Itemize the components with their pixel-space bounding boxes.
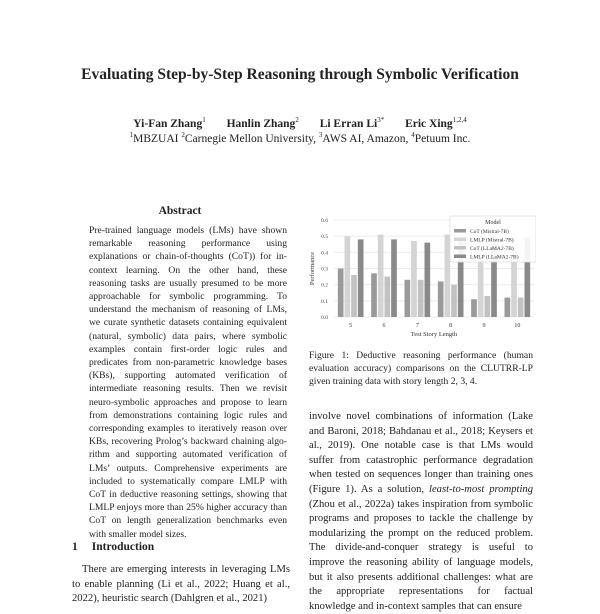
bar [351, 275, 357, 317]
svg-text:0.2: 0.2 [321, 282, 328, 289]
svg-text:LMLP (Mistral-7B): LMLP (Mistral-7B) [470, 237, 514, 244]
bar [445, 235, 451, 317]
bar [451, 285, 457, 317]
author: Hanlin Zhang$^2$ [226, 116, 299, 130]
intro-paragraph: There are emerging interests in leveraging LMs to enable planning (Li et al., 2022; Huang et al., 2022), heuristic search (Dahlgren et al., 2021) [72, 564, 290, 605]
bar [405, 280, 411, 317]
svg-text:0.1: 0.1 [321, 298, 328, 305]
svg-text:0.3: 0.3 [321, 266, 328, 273]
bar [438, 281, 444, 317]
svg-text:9: 9 [482, 323, 486, 329]
svg-text:CoT (LLaMA2-7B): CoT (LLaMA2-7B) [470, 246, 514, 252]
figure-1-bar-chart [304, 212, 536, 340]
bar [385, 277, 391, 317]
abstract-body: Pre-trained language models (LMs) have shown remarkable reasoning performance using explanations or chain-of-thoughts (CoT)) for in-context learning. On the other hand, these reasoning tasks are usually presumed to be more approachable for symbolic programming. To understand the mechanism of reasoning of LMs, we curate synthetic datasets containing equivalent (natural, symbolic) data pairs, where symbolic examples contain first-order logic rules and predicates from non-parametric knowledge bases (KBs), supporting automated verification of intermediate reasoning results. Then we revisit neuro-symbolic approaches and propose to learn from demonstrations containing logic rules and corresponding examples to iteratively reason over KBs, recovering Prolog’s backward chaining algorithm and supporting automated verification of LMs’ outputs. Comprehensive experiments are included to systematically compare LMLP with CoT in deductive reasoning settings, showing that LMLP enjoys more than 25% higher accuracy than CoT on length generalization benchmarks even with smaller model sizes. [89, 225, 287, 540]
bar [425, 243, 431, 317]
svg-text:0.5: 0.5 [321, 234, 328, 241]
svg-text:Test Story Length: Test Story Length [410, 331, 458, 338]
author-list [0, 116, 600, 130]
author: Eric Xing$^{1,2,4}$ [405, 116, 467, 130]
svg-text:CoT (Mistral-7B): CoT (Mistral-7B) [470, 229, 509, 235]
svg-text:Model: Model [485, 220, 501, 226]
bar [485, 296, 491, 317]
bar [345, 236, 351, 317]
svg-text:Performance: Performance [309, 251, 316, 286]
figure-caption: Figure 1: Deductive reasoning performance (human evaluation accuracy) comparisons on the CLUTRR-LP given training data with story length 2, 3, 4. [309, 350, 533, 388]
paper-title: Evaluating Step-by-Step Reasoning through Symbolic Verification [81, 66, 519, 83]
author: Li Erran $Li^{3*}$ [319, 116, 385, 130]
right-column-paragraph: involve novel combinations of information (Lake and Baroni, 2018; Bahdanau et al., 2018; Keysers et al., 2019). One notable case is that LMs would suffer from catastrophic performance degradation when tested on sequences longer than training ones (Figure 1). As a solution, least-to-most prompting (Zhou et al., 2022a) takes inspiration from symbolic programs and proposes to tackle the challenge by modularizing the prompt on the reduced problem. The divide-and-conquer strategy is useful to improve the reasoning ability of language models, but it also presents additional challenges: what are the appropriate representations for factual knowledge and in-context samples that can ensure [309, 411, 533, 612]
svg-text:5: 5 [349, 323, 353, 329]
bar [371, 273, 377, 317]
bar [378, 235, 384, 317]
bar [418, 280, 424, 317]
svg-text:6: 6 [382, 323, 386, 329]
svg-text:0.6: 0.6 [321, 218, 328, 224]
bar [411, 241, 417, 317]
bar-chart-svg [304, 212, 536, 340]
bar [391, 239, 397, 317]
svg-text:10: 10 [514, 323, 521, 329]
bar [505, 298, 511, 317]
bar [471, 299, 477, 317]
svg-text:7: 7 [415, 323, 419, 329]
affiliations: $^1$MBZUAI $^2$Carnegie Mellon University, $^3$AWS AI, Amazon, $^4$Petuum Inc. [129, 131, 471, 145]
svg-text:LMLP (LLaMA2-7B): LMLP (LLaMA2-7B) [470, 254, 519, 261]
svg-text:0.4: 0.4 [321, 250, 328, 257]
abstract-heading: Abstract [158, 205, 202, 217]
author: Yi-Fan Zhang$^1$ [133, 116, 206, 130]
section-heading: 1 Introduction [72, 541, 155, 553]
svg-text:8: 8 [449, 323, 453, 329]
bar [518, 298, 524, 317]
bar [338, 269, 344, 318]
svg-text:0.0: 0.0 [321, 315, 328, 321]
bar [358, 239, 364, 317]
